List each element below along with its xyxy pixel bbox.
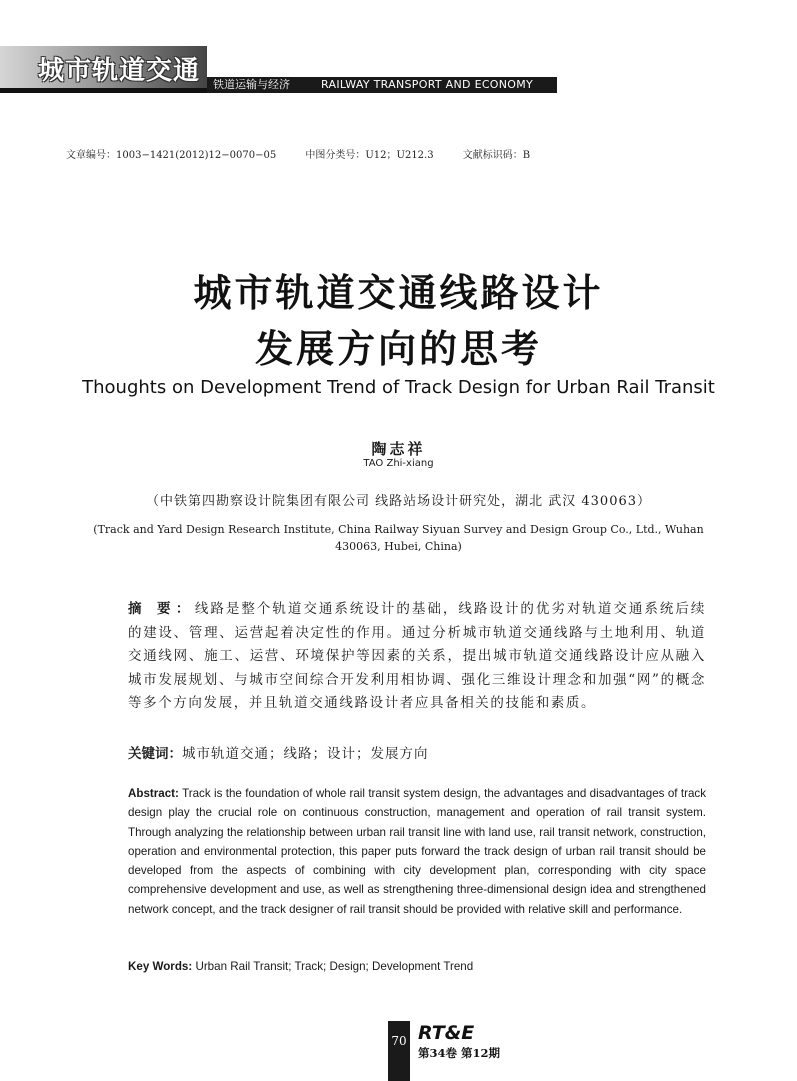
affiliation-en: (Track and Yard Design Research Institute, China Railway Siyuan Survey and Design Group Co., Ltd., Wuhan 430063, Hubei, China): [93, 523, 704, 553]
keywords-cn: [128, 742, 706, 762]
author-en: TAO Zhi-xiang: [363, 458, 434, 469]
title-cn-line1: 城市轨道交通线路设计: [193, 271, 604, 315]
abstract-cn-label: 摘 要：: [128, 601, 195, 617]
keywords-cn-label: 关键词：: [128, 746, 182, 762]
keywords-en-text: Urban Rail Transit; Track; Design; Development Trend: [195, 960, 474, 973]
keywords-en: [128, 960, 706, 973]
journal-volume: 第34卷 第12期: [418, 1046, 501, 1060]
affiliation-cn: （中铁第四勘察设计院集团有限公司 线路站场设计研究处，湖北 武汉 430063）: [145, 494, 652, 509]
clc-number: 中图分类号：U12；U212.3: [305, 150, 434, 161]
title-en: Thoughts on Development Trend of Track Design for Urban Rail Transit: [82, 377, 715, 398]
abstract-cn: [128, 598, 706, 716]
journal-section-title: 城市轨道交通: [38, 56, 201, 86]
journal-subtitle-cn: 铁道运输与经济: [213, 78, 290, 91]
keywords-en-label: Key Words:: [128, 960, 193, 973]
abstract-en-label: Abstract:: [128, 787, 179, 800]
author-cn: 陶志祥: [371, 440, 426, 458]
abstract-en: [128, 784, 706, 919]
footer-page-bar: [388, 1021, 410, 1081]
journal-logo: RT&E: [418, 1022, 475, 1044]
document-code: 文献标识码：B: [462, 150, 531, 161]
article-number: 文章编号：1003−1421(2012)12−0070−05: [66, 150, 277, 161]
header-rule: [0, 88, 207, 93]
title-cn-line2: 发展方向的思考: [254, 327, 542, 371]
page-number: 70: [391, 1034, 407, 1048]
keywords-cn-text: 城市轨道交通；线路；设计；发展方向: [182, 746, 429, 762]
article-meta: [66, 146, 556, 161]
journal-subtitle-en: RAILWAY TRANSPORT AND ECONOMY: [321, 78, 534, 91]
abstract-en-text: Track is the foundation of whole rail transit system design, the advantages and disadvantages of track design play the crucial role on continuous construction, management and operation of rail transit system. Through analyzing the relationship between urban rail transit line with land use, rail transit network, construction, operation and environmental protection, this paper puts forward the track design of urban rail transit should be developed from the aspects of combining with city development plan, corresponding with city space comprehensive development and use, as well as strengthening three-dimensional design idea and strengthened network concept, and the track designer of rail transit should be provided with relative skill and performance.: [128, 787, 706, 916]
abstract-cn-text: 线路是整个轨道交通系统设计的基础，线路设计的优劣对轨道交通系统后续的建设、管理、运营起着决定性的作用。通过分析城市轨道交通线路与土地利用、轨道交通线网、施工、运营、环境保护等因素的关系，提出城市轨道交通线路设计应从融入城市发展规划、与城市空间综合开发利用相协调、强化三维设计理念和加强“网”的概念等多个方向发展，并且轨道交通线路设计者应具备相关的技能和素质。: [128, 601, 706, 711]
header-subtitle-bar: [207, 77, 557, 93]
